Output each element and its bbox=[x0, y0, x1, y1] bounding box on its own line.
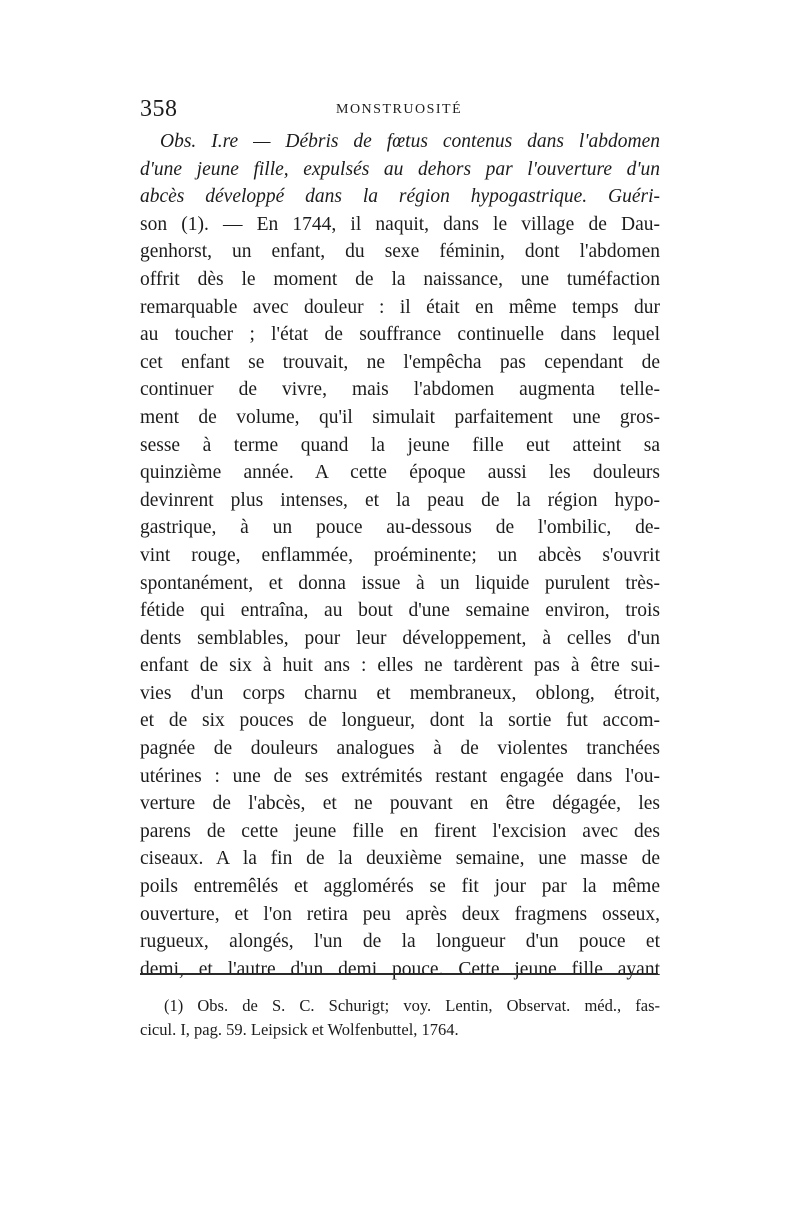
text-line: utérines : une de ses extrémités restant engagée dans l'ou- bbox=[140, 765, 660, 787]
text-line: Obs. I.re — Débris de fœtus contenus dans l'abdomen bbox=[160, 131, 660, 152]
text-line: fétide qui entraîna, au bout d'une semaine environ, trois bbox=[140, 600, 660, 622]
text-line: quinzième année. A cette époque aussi les douleurs bbox=[140, 462, 660, 484]
body-text bbox=[140, 128, 660, 983]
text-line: vies d'un corps charnu et membraneux, oblong, étroit, bbox=[140, 682, 660, 704]
footnote bbox=[140, 994, 660, 1042]
running-head bbox=[140, 96, 660, 124]
text-line: genhorst, un enfant, du sexe féminin, dont l'abdomen bbox=[140, 241, 660, 263]
running-title: MONSTRUOSITÉ bbox=[336, 102, 463, 117]
text-line: ciseaux. A la fin de la deuxième semaine, une masse de bbox=[140, 848, 660, 870]
text-line: demi, et l'autre d'un demi pouce. Cette jeune fille ayant bbox=[140, 958, 660, 980]
text-line: vint rouge, enflammée, proéminente; un abcès s'ouvrit bbox=[140, 544, 660, 566]
text-line: devinrent plus intenses, et la peau de la région hypo- bbox=[140, 489, 660, 511]
text-line: poils entremêlés et agglomérés se fit jour par la même bbox=[140, 876, 660, 898]
text-line: spontanément, et donna issue à un liquide purulent très- bbox=[140, 572, 660, 594]
text-line: parens de cette jeune fille en firent l'excision avec des bbox=[140, 820, 660, 842]
footnote-line: cicul. I, pag. 59. Leipsick et Wolfenbuttel, 1764. bbox=[140, 1020, 459, 1039]
text-line: verture de l'abcès, et ne pouvant en être dégagée, les bbox=[140, 793, 660, 815]
footnote-line: (1) Obs. de S. C. Schurigt; voy. Lentin, Observat. méd., fas- bbox=[164, 996, 660, 1015]
text-line: sesse à terme quand la jeune fille eut atteint sa bbox=[140, 434, 660, 456]
page-number: 358 bbox=[140, 96, 178, 122]
text-line: d'une jeune fille, expulsés au dehors par l'ouverture d'un bbox=[140, 158, 660, 180]
text-line: rugueux, alongés, l'un de la longueur d'un pouce et bbox=[140, 931, 660, 953]
text-line: et de six pouces de longueur, dont la sortie fut accom- bbox=[140, 710, 660, 732]
text-line: enfant de six à huit ans : elles ne tardèrent pas à être sui- bbox=[140, 655, 660, 677]
text-line: au toucher ; l'état de souffrance continuelle dans lequel bbox=[140, 324, 660, 346]
footnote-separator bbox=[140, 973, 658, 975]
text-line: dents semblables, pour leur développement, à celles d'un bbox=[140, 627, 660, 649]
text-line: abcès développé dans la région hypogastrique. Guéri- bbox=[140, 186, 660, 208]
text-line: gastrique, à un pouce au-dessous de l'ombilic, de- bbox=[140, 517, 660, 539]
text-line: pagnée de douleurs analogues à de violentes tranchées bbox=[140, 738, 660, 760]
text-line: ouverture, et l'on retira peu après deux fragmens osseux, bbox=[140, 903, 660, 925]
text-line: remarquable avec douleur : il était en même temps dur bbox=[140, 296, 660, 318]
text-line: son (1). — En 1744, il naquit, dans le village de Dau- bbox=[140, 213, 660, 235]
text-line: ment de volume, qu'il simulait parfaitement une gros- bbox=[140, 406, 660, 428]
text-line: offrit dès le moment de la naissance, une tuméfaction bbox=[140, 268, 660, 290]
text-line: cet enfant se trouvait, ne l'empêcha pas cependant de bbox=[140, 351, 660, 373]
text-line: continuer de vivre, mais l'abdomen augmenta telle- bbox=[140, 379, 660, 401]
